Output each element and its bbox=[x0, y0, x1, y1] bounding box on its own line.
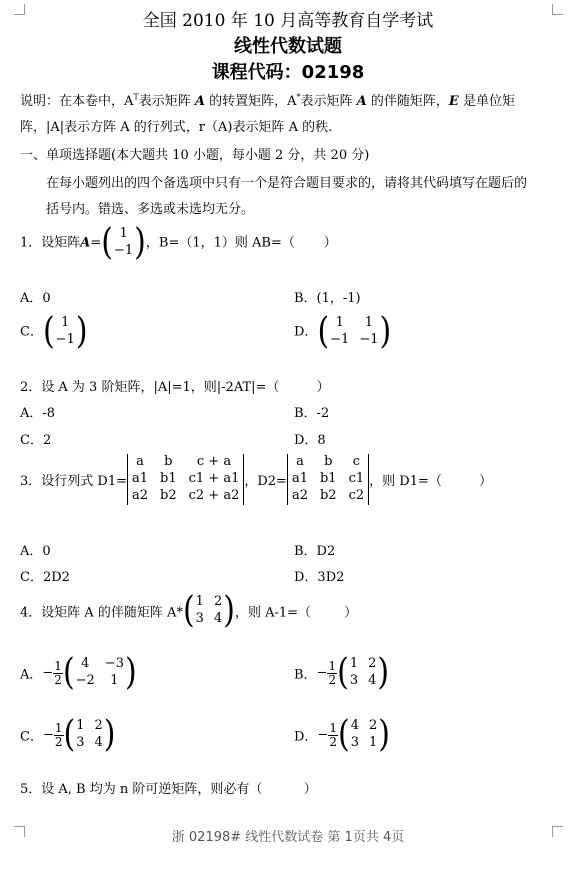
q1-option-a[interactable]: A．0 bbox=[20, 291, 51, 306]
question-3-stem: 3．设行列式 D1= a b c + a a1 b1 c1 + a1 a2 b2 c2 + a2 ，D2= a b c a1 b1 c1 a2 b2 c2 ，则 D1=（ ） bbox=[20, 454, 493, 503]
notes-line-2: 阵，|A|表示方阵 A 的行列式，r（A)表示矩阵 A 的秩. bbox=[20, 120, 333, 135]
question-5-stem: 5．设 A, B 均为 n 阶可逆矩阵，则必有（ ） bbox=[20, 782, 317, 797]
section-title: 一、单项选择题(本大题共 10 小题，每小题 2 分，共 20 分) bbox=[20, 148, 370, 163]
q3-determinant-d1: a b c + a a1 b1 c1 + a1 a2 b2 c2 + a2 bbox=[127, 454, 244, 505]
section-instruction-2: 括号内。错选、多选或未选均无分。 bbox=[46, 202, 255, 217]
subject-title: 线性代数试题 bbox=[234, 36, 342, 57]
q1-matrix: ( 1 −1 ) bbox=[101, 221, 146, 264]
q2-option-a[interactable]: A．-8 bbox=[20, 406, 56, 421]
q3-option-a[interactable]: A．0 bbox=[20, 544, 51, 559]
q3-option-c[interactable]: C．2D2 bbox=[20, 570, 70, 585]
q2-option-c[interactable]: C．2 bbox=[20, 433, 52, 448]
q4-option-d[interactable]: D．− $\frac{1}{2}$ ( 4 2 3 1 ) bbox=[294, 713, 390, 756]
q3-option-d[interactable]: D．3D2 bbox=[294, 570, 345, 585]
q4-adjugate-matrix: ( 1 2 3 4 ) bbox=[182, 589, 235, 632]
q3-option-b[interactable]: B．D2 bbox=[294, 544, 336, 559]
q4-option-a[interactable]: A．− $\frac{1}{2}$ ( 4 −3 −2 1 ) bbox=[20, 651, 137, 694]
q1-option-c[interactable]: C． ( 1 −1 ) bbox=[20, 310, 88, 353]
section-instruction-1: 在每小题列出的四个备选项中只有一个是符合题目要求的，请将其代码填写在题后的 bbox=[46, 176, 528, 191]
notes-line-1: 说明：在本卷中，$A^T$表示矩阵 A 的转置矩阵，A*表示矩阵 A 的伴随矩阵，E 是单位矩 bbox=[20, 92, 515, 109]
question-4-stem: 4．设矩阵 A 的伴随矩阵 A* ( 1 2 3 4 ) ，则 A-1=（ ） bbox=[20, 589, 358, 632]
q1-option-d[interactable]: D． ( 1 1 −1 −1 ) bbox=[294, 310, 392, 353]
q3-determinant-d2: a b c a1 b1 c1 a2 b2 c2 bbox=[287, 454, 369, 505]
q4-option-b[interactable]: B．− $\frac{1}{2}$ ( 1 2 3 4 ) bbox=[294, 651, 390, 694]
q2-option-d[interactable]: D．8 bbox=[294, 433, 326, 448]
question-1-stem: 1．设矩阵A= ( 1 −1 ) ，B=（1，1）则 AB=（ ） bbox=[20, 221, 337, 264]
q1-option-b[interactable]: B．(1，-1) bbox=[294, 291, 361, 306]
course-code: 课程代码：02198 bbox=[211, 62, 365, 83]
page-footer: 浙 02198# 线性代数试卷 第 1页共 4页 bbox=[171, 830, 405, 845]
question-2-stem: 2．设 A 为 3 阶矩阵，|A|=1，则|-2AT|=（ ） bbox=[20, 380, 330, 395]
q4-option-c[interactable]: C．− $\frac{1}{2}$ ( 1 2 3 4 ) bbox=[20, 713, 116, 756]
q2-option-b[interactable]: B．-2 bbox=[294, 406, 330, 421]
exam-title: 全国 2010 年 10 月高等教育自学考试 bbox=[142, 11, 434, 31]
